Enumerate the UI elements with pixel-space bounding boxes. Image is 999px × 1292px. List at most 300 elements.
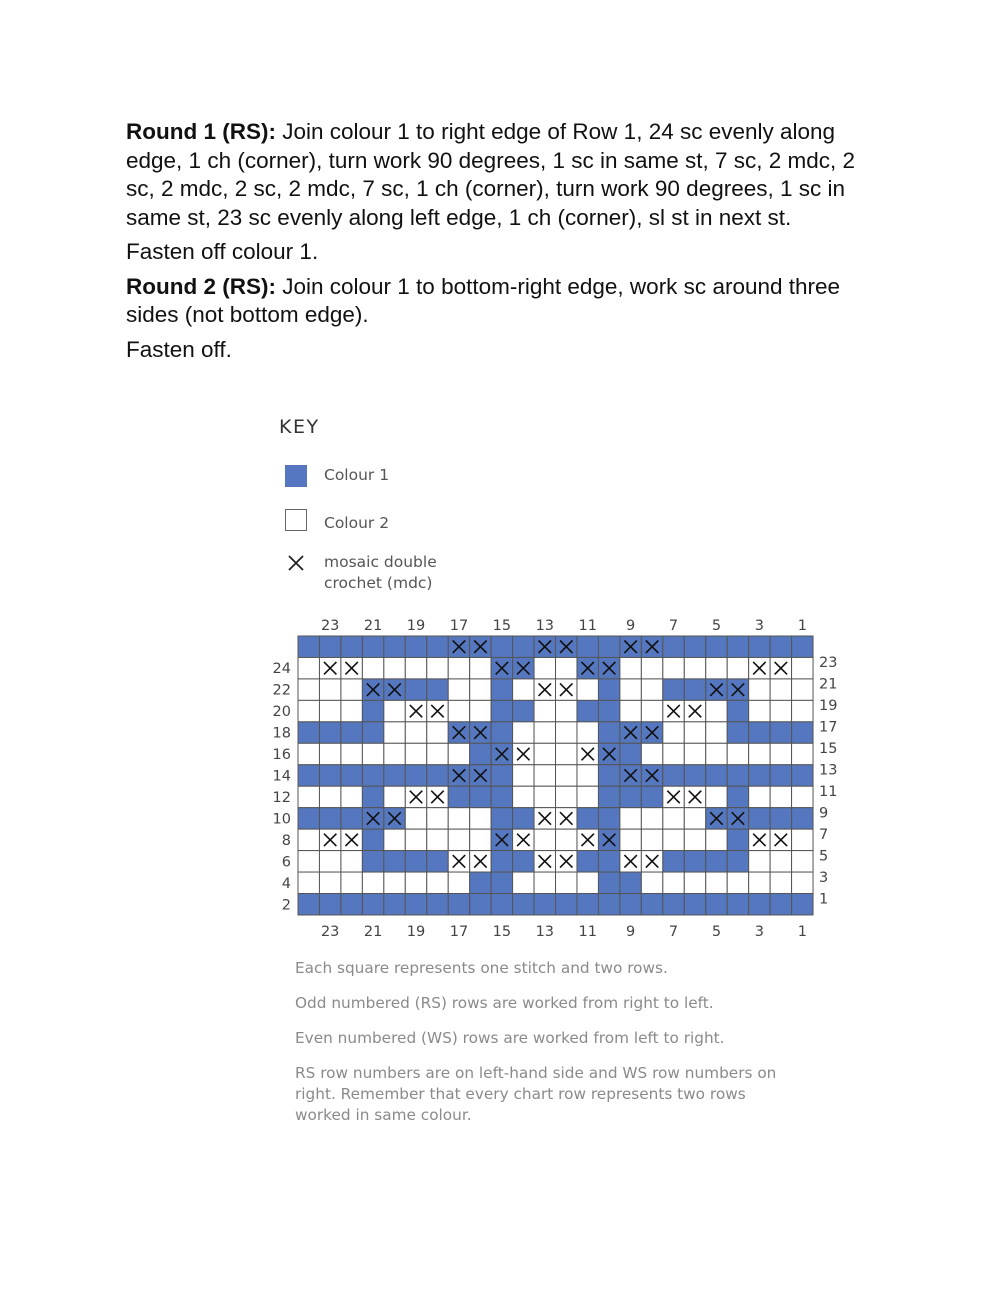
round-2-text: Join colour 1 to bottom-right edge, work sc around three sides (not bottom edge). [126, 273, 841, 327]
chart-cell-colour-1 [727, 786, 748, 807]
chart-cell-colour-1 [684, 851, 705, 872]
chart-cell-colour-1 [663, 851, 684, 872]
chart-cell-colour-1 [598, 851, 619, 872]
chart-cell-colour-1 [749, 636, 770, 657]
chart-cell-colour-2 [770, 679, 791, 700]
row-label-left: 10 [272, 811, 291, 828]
chart-cell-colour-1 [470, 786, 491, 807]
chart-cell-colour-1 [405, 679, 426, 700]
chart-cell-colour-2 [770, 743, 791, 764]
column-label-bottom: 9 [626, 923, 636, 940]
chart-cell-colour-2 [298, 700, 319, 721]
chart-cell-colour-1 [319, 765, 340, 786]
chart-cell-colour-1 [405, 765, 426, 786]
chart-cell-colour-1 [727, 700, 748, 721]
chart-cell-colour-1 [577, 808, 598, 829]
chart-cell-colour-1 [341, 636, 362, 657]
chart-cell-colour-1 [491, 894, 512, 915]
chart-cell-colour-2 [319, 700, 340, 721]
row-label-left: 2 [281, 897, 291, 914]
chart-cell-colour-2 [620, 829, 641, 850]
chart-cell-colour-1 [491, 851, 512, 872]
chart-cell-colour-2 [706, 743, 727, 764]
chart-cell-colour-1 [491, 700, 512, 721]
fasten-off-colour-1: Fasten off colour 1. [126, 239, 319, 264]
chart-cell-colour-1 [362, 851, 383, 872]
row-label-right: 7 [819, 826, 829, 843]
chart-cell-colour-2 [341, 786, 362, 807]
column-label-bottom: 15 [492, 923, 512, 940]
chart-cell-colour-1 [534, 894, 555, 915]
row-label-left: 22 [272, 682, 291, 699]
chart-cell-colour-2 [556, 722, 577, 743]
chart-cell-colour-1 [770, 722, 791, 743]
chart-cell-colour-2 [684, 657, 705, 678]
chart-cell-colour-2 [577, 786, 598, 807]
chart-cell-colour-1 [362, 722, 383, 743]
chart-cell-colour-1 [727, 894, 748, 915]
chart-cell-colour-2 [362, 657, 383, 678]
chart-cell-colour-2 [749, 679, 770, 700]
mdc-label-line-2: crochet (mdc) [324, 574, 433, 592]
chart-cell-colour-1 [684, 679, 705, 700]
chart-cell-colour-2 [770, 786, 791, 807]
chart-cell-colour-1 [770, 636, 791, 657]
chart-cell-colour-2 [513, 872, 534, 893]
chart-cell-colour-1 [319, 722, 340, 743]
chart-cell-colour-2 [577, 679, 598, 700]
column-label-top: 11 [578, 618, 597, 634]
chart-cell-colour-1 [319, 636, 340, 657]
chart-cell-colour-1 [663, 679, 684, 700]
fasten-off: Fasten off. [126, 336, 232, 362]
chart-cell-colour-1 [491, 765, 512, 786]
chart-cell-colour-1 [491, 636, 512, 657]
chart-cell-colour-2 [513, 765, 534, 786]
chart-cell-colour-2 [470, 829, 491, 850]
chart-cell-colour-2 [448, 872, 469, 893]
chart-cell-colour-2 [792, 872, 813, 893]
chart-cell-colour-2 [641, 679, 662, 700]
key-title: KEY [279, 416, 320, 438]
chart-cell-colour-2 [405, 743, 426, 764]
chart-cell-colour-1 [384, 636, 405, 657]
chart-cell-colour-2 [448, 679, 469, 700]
chart-cell-colour-2 [770, 872, 791, 893]
chart-cell-colour-1 [556, 894, 577, 915]
round-1-label: Round 1 (RS): [126, 119, 276, 144]
chart-cell-colour-2 [405, 872, 426, 893]
chart-cell-colour-2 [384, 722, 405, 743]
chart-cell-colour-1 [727, 722, 748, 743]
chart-cell-colour-2 [556, 786, 577, 807]
chart-cell-colour-2 [427, 808, 448, 829]
chart-cell-colour-2 [727, 743, 748, 764]
chart-cell-colour-1 [491, 808, 512, 829]
row-label-left: 12 [272, 789, 291, 806]
chart-cell-colour-2 [684, 743, 705, 764]
chart-cell-colour-2 [384, 786, 405, 807]
chart-cell-colour-1 [598, 700, 619, 721]
chart-cell-colour-1 [749, 894, 770, 915]
column-label-top: 1 [797, 618, 807, 634]
chart-cell-colour-1 [620, 872, 641, 893]
chart-cell-colour-1 [598, 636, 619, 657]
chart-cell-colour-2 [405, 829, 426, 850]
chart-cell-colour-2 [448, 657, 469, 678]
chart-cell-colour-1 [491, 872, 512, 893]
chart-cell-colour-2 [749, 700, 770, 721]
chart-cell-colour-2 [556, 829, 577, 850]
chart-cell-colour-1 [770, 765, 791, 786]
chart-cell-colour-2 [298, 829, 319, 850]
column-label-top: 23 [320, 618, 340, 634]
chart-cell-colour-2 [362, 872, 383, 893]
row-label-left: 20 [272, 704, 291, 721]
chart-cell-colour-2 [641, 700, 662, 721]
note-3: Even numbered (WS) rows are worked from left to right. [295, 1029, 725, 1047]
chart-cell-colour-2 [298, 743, 319, 764]
chart-cell-colour-2 [792, 657, 813, 678]
chart-cell-colour-2 [684, 722, 705, 743]
chart-cell-colour-2 [556, 765, 577, 786]
chart-cell-colour-2 [319, 786, 340, 807]
chart-cell-colour-1 [470, 872, 491, 893]
chart-cell-colour-1 [577, 700, 598, 721]
chart-cell-colour-2 [448, 808, 469, 829]
chart-cell-colour-1 [513, 700, 534, 721]
chart-cell-colour-2 [470, 808, 491, 829]
chart-cell-colour-2 [405, 657, 426, 678]
chart-cell-colour-1 [749, 722, 770, 743]
column-label-bottom: 11 [578, 923, 597, 940]
chart-cell-colour-1 [727, 829, 748, 850]
row-label-left: 24 [272, 661, 291, 678]
chart-cell-colour-2 [534, 829, 555, 850]
chart-cell-colour-2 [470, 657, 491, 678]
chart-cell-colour-1 [362, 636, 383, 657]
chart-cell-colour-2 [384, 657, 405, 678]
chart-cell-colour-1 [362, 765, 383, 786]
chart-cell-colour-2 [513, 679, 534, 700]
mdc-label-line-1: mosaic double [324, 553, 437, 571]
column-label-bottom: 7 [668, 923, 679, 940]
chart-cell-colour-1 [598, 872, 619, 893]
chart-cell-colour-2 [706, 657, 727, 678]
chart-cell-colour-2 [298, 872, 319, 893]
chart-cell-colour-2 [341, 851, 362, 872]
column-label-bottom: 23 [320, 923, 340, 940]
column-label-bottom: 21 [363, 923, 383, 940]
chart-cell-colour-2 [727, 872, 748, 893]
chart-cell-colour-1 [727, 765, 748, 786]
note-1: Each square represents one stitch and two rows. [295, 959, 668, 977]
column-label-top: 21 [363, 618, 383, 634]
chart-cell-colour-1 [792, 765, 813, 786]
chart-cell-colour-1 [513, 808, 534, 829]
chart-cell-colour-1 [384, 765, 405, 786]
chart-cell-colour-1 [684, 894, 705, 915]
chart-cell-colour-1 [770, 894, 791, 915]
chart-cell-colour-2 [749, 743, 770, 764]
row-label-left: 16 [272, 747, 291, 764]
chart-cell-colour-1 [341, 808, 362, 829]
chart-cell-colour-2 [319, 851, 340, 872]
chart-cell-colour-2 [427, 657, 448, 678]
chart-cell-colour-2 [706, 700, 727, 721]
chart-cell-colour-1 [491, 722, 512, 743]
chart-cell-colour-2 [749, 786, 770, 807]
chart-cell-colour-1 [341, 894, 362, 915]
chart-cell-colour-1 [470, 894, 491, 915]
chart-cell-colour-1 [427, 894, 448, 915]
chart-cell-colour-2 [534, 722, 555, 743]
chart-cell-colour-2 [706, 829, 727, 850]
chart-cell-colour-1 [341, 722, 362, 743]
chart-cell-colour-2 [792, 786, 813, 807]
chart-cell-colour-2 [770, 851, 791, 872]
chart-cell-colour-2 [513, 786, 534, 807]
chart-cell-colour-2 [298, 657, 319, 678]
chart-cell-colour-2 [534, 765, 555, 786]
row-label-right: 1 [819, 891, 829, 908]
chart-cell-colour-2 [298, 679, 319, 700]
round-1-text: Join colour 1 to right edge of Row 1, 24 sc evenly along edge, 1 ch (corner), turn work 90 degrees, 1 sc in same st, 7 sc, 2 mdc, 2 sc, 2 mdc, 2 sc, 2 mdc, 7 sc, 1 ch (corner), turn work 90 degrees, 1 sc in same st, 23 sc evenly along left edge, 1 ch (corner), sl st in next st. [126, 119, 856, 230]
chart-cell-colour-2 [641, 829, 662, 850]
column-label-bottom: 3 [754, 923, 765, 940]
chart-cell-colour-2 [577, 722, 598, 743]
chart-cell-colour-2 [534, 743, 555, 764]
chart-cell-colour-1 [577, 894, 598, 915]
row-label-right: 5 [819, 848, 829, 865]
chart-cell-colour-2 [684, 829, 705, 850]
chart-cell-colour-2 [470, 679, 491, 700]
chart-cell-colour-2 [706, 786, 727, 807]
column-label-top: 15 [492, 618, 512, 634]
chart-cell-colour-1 [448, 786, 469, 807]
chart-cell-colour-2 [706, 872, 727, 893]
chart-cell-colour-1 [427, 679, 448, 700]
chart-cell-colour-1 [727, 636, 748, 657]
note-2: Odd numbered (RS) rows are worked from right to left. [295, 994, 714, 1012]
chart-cell-colour-2 [641, 808, 662, 829]
chart-cell-colour-1 [598, 765, 619, 786]
chart-cell-colour-2 [663, 808, 684, 829]
chart-cell-colour-2 [556, 657, 577, 678]
chart-cell-colour-2 [384, 743, 405, 764]
chart-cell-colour-1 [749, 808, 770, 829]
chart-cell-colour-1 [641, 786, 662, 807]
chart-cell-colour-2 [298, 851, 319, 872]
chart-cell-colour-2 [384, 700, 405, 721]
chart-cell-colour-2 [556, 743, 577, 764]
chart-cell-colour-2 [663, 722, 684, 743]
chart-cell-colour-2 [684, 872, 705, 893]
chart-cell-colour-1 [706, 636, 727, 657]
chart-cell-colour-2 [684, 808, 705, 829]
chart-cell-colour-2 [405, 808, 426, 829]
chart-cell-colour-2 [427, 722, 448, 743]
chart-cell-colour-2 [663, 657, 684, 678]
chart-cell-colour-2 [792, 851, 813, 872]
chart-cell-colour-1 [298, 722, 319, 743]
chart-cell-colour-2 [534, 786, 555, 807]
chart-cell-colour-1 [362, 700, 383, 721]
chart-cell-colour-2 [298, 786, 319, 807]
row-label-right: 15 [819, 741, 838, 758]
chart-cell-colour-1 [513, 894, 534, 915]
row-label-left: 6 [281, 854, 291, 871]
chart-cell-colour-2 [577, 765, 598, 786]
chart-cell-colour-1 [298, 636, 319, 657]
chart-cell-colour-1 [663, 894, 684, 915]
chart-cell-colour-1 [319, 894, 340, 915]
chart-cell-colour-1 [298, 894, 319, 915]
note-4: RS row numbers are on left-hand side and WS row numbers on right. Remember that every chart row represents two rows worked in same colour. [295, 1064, 777, 1124]
chart-cell-colour-2 [341, 872, 362, 893]
chart-cell-colour-2 [620, 808, 641, 829]
row-label-left: 8 [281, 832, 291, 849]
chart-cell-colour-1 [491, 679, 512, 700]
chart-cell-colour-2 [706, 722, 727, 743]
row-label-right: 13 [819, 762, 838, 779]
chart-cell-colour-1 [362, 894, 383, 915]
chart-cell-colour-1 [706, 851, 727, 872]
chart-cell-colour-1 [384, 894, 405, 915]
column-label-top: 7 [668, 618, 679, 634]
chart-cell-colour-1 [598, 679, 619, 700]
chart-cell-colour-2 [470, 700, 491, 721]
chart-cell-colour-1 [513, 636, 534, 657]
chart-cell-colour-1 [684, 765, 705, 786]
chart-cell-colour-1 [362, 786, 383, 807]
chart-cell-colour-1 [684, 636, 705, 657]
chart-cell-colour-1 [598, 786, 619, 807]
chart-cell-colour-1 [727, 851, 748, 872]
chart-cell-colour-2 [792, 743, 813, 764]
chart-cell-colour-2 [749, 851, 770, 872]
row-label-right: 19 [819, 698, 838, 715]
chart-cell-colour-2 [534, 872, 555, 893]
chart-cell-colour-2 [792, 679, 813, 700]
chart-cell-colour-1 [384, 851, 405, 872]
chart-cell-colour-1 [405, 851, 426, 872]
chart-cell-colour-2 [620, 700, 641, 721]
column-label-bottom: 17 [449, 923, 469, 940]
chart-cell-colour-1 [598, 894, 619, 915]
chart-cell-colour-1 [577, 636, 598, 657]
row-label-right: 21 [819, 676, 838, 693]
chart-cell-colour-2 [405, 722, 426, 743]
row-label-left: 18 [272, 725, 291, 742]
chart-cell-colour-1 [427, 851, 448, 872]
chart-cell-colour-2 [620, 657, 641, 678]
chart-cell-colour-1 [598, 808, 619, 829]
chart-cell-colour-2 [749, 872, 770, 893]
chart-cell-colour-1 [706, 894, 727, 915]
chart-cell-colour-1 [792, 636, 813, 657]
chart-cell-colour-2 [620, 679, 641, 700]
chart-cell-colour-2 [727, 657, 748, 678]
chart-cell-colour-1 [792, 808, 813, 829]
row-label-right: 23 [819, 655, 838, 672]
chart-cell-colour-2 [641, 872, 662, 893]
chart-cell-colour-1 [770, 808, 791, 829]
column-label-top: 19 [406, 618, 426, 634]
column-label-bottom: 1 [797, 923, 807, 940]
chart-cell-colour-2 [448, 700, 469, 721]
chart-cell-colour-2 [384, 872, 405, 893]
chart-cell-colour-1 [341, 765, 362, 786]
chart-cell-colour-1 [470, 743, 491, 764]
chart-cell-colour-2 [513, 722, 534, 743]
colour-2-label: Colour 2 [324, 514, 390, 532]
chart-cell-colour-1 [427, 636, 448, 657]
chart-cell-colour-2 [556, 700, 577, 721]
chart-cell-colour-1 [448, 894, 469, 915]
colour-1-label: Colour 1 [324, 466, 390, 484]
chart-cell-colour-1 [620, 894, 641, 915]
column-label-top: 13 [535, 618, 555, 634]
chart-cell-colour-2 [341, 700, 362, 721]
column-label-top: 5 [711, 618, 722, 634]
chart-cell-colour-2 [341, 743, 362, 764]
row-label-right: 17 [819, 719, 838, 736]
chart-cell-colour-2 [362, 743, 383, 764]
chart-cell-colour-2 [792, 829, 813, 850]
chart-cell-colour-2 [792, 700, 813, 721]
chart-cell-colour-2 [663, 872, 684, 893]
column-label-top: 3 [754, 618, 765, 634]
row-label-left: 4 [281, 875, 291, 892]
chart-cell-colour-1 [298, 808, 319, 829]
chart-cell-colour-1 [405, 636, 426, 657]
chart-cell-colour-1 [427, 765, 448, 786]
chart-cell-colour-2 [534, 657, 555, 678]
chart-cell-colour-2 [641, 743, 662, 764]
chart-cell-colour-2 [341, 679, 362, 700]
chart-cell-colour-2 [319, 743, 340, 764]
chart-notes [295, 958, 795, 1140]
row-label-right: 3 [819, 869, 829, 886]
chart-cell-colour-2 [448, 743, 469, 764]
chart-cell-colour-2 [556, 872, 577, 893]
row-label-right: 9 [819, 805, 829, 822]
chart-cell-colour-2 [663, 743, 684, 764]
chart-cell-colour-2 [384, 829, 405, 850]
chart-cell-colour-1 [362, 829, 383, 850]
chart-cell-colour-1 [620, 786, 641, 807]
chart-cell-colour-1 [792, 722, 813, 743]
chart-cell-colour-2 [534, 700, 555, 721]
column-label-bottom: 19 [406, 923, 426, 940]
column-label-top: 17 [449, 618, 469, 634]
chart-cell-colour-2 [770, 700, 791, 721]
chart-cell-colour-2 [319, 872, 340, 893]
row-label-right: 11 [819, 783, 838, 800]
chart-cell-colour-1 [298, 765, 319, 786]
round-2-label: Round 2 (RS): [126, 273, 276, 299]
chart-cell-colour-1 [577, 851, 598, 872]
chart-cell-colour-2 [641, 657, 662, 678]
chart-cell-colour-2 [448, 829, 469, 850]
chart-cell-colour-1 [491, 786, 512, 807]
chart-cell-colour-1 [405, 894, 426, 915]
column-label-bottom: 13 [535, 923, 555, 940]
chart-cell-colour-2 [427, 872, 448, 893]
chart-cell-colour-1 [598, 722, 619, 743]
chart-cell-colour-2 [427, 829, 448, 850]
